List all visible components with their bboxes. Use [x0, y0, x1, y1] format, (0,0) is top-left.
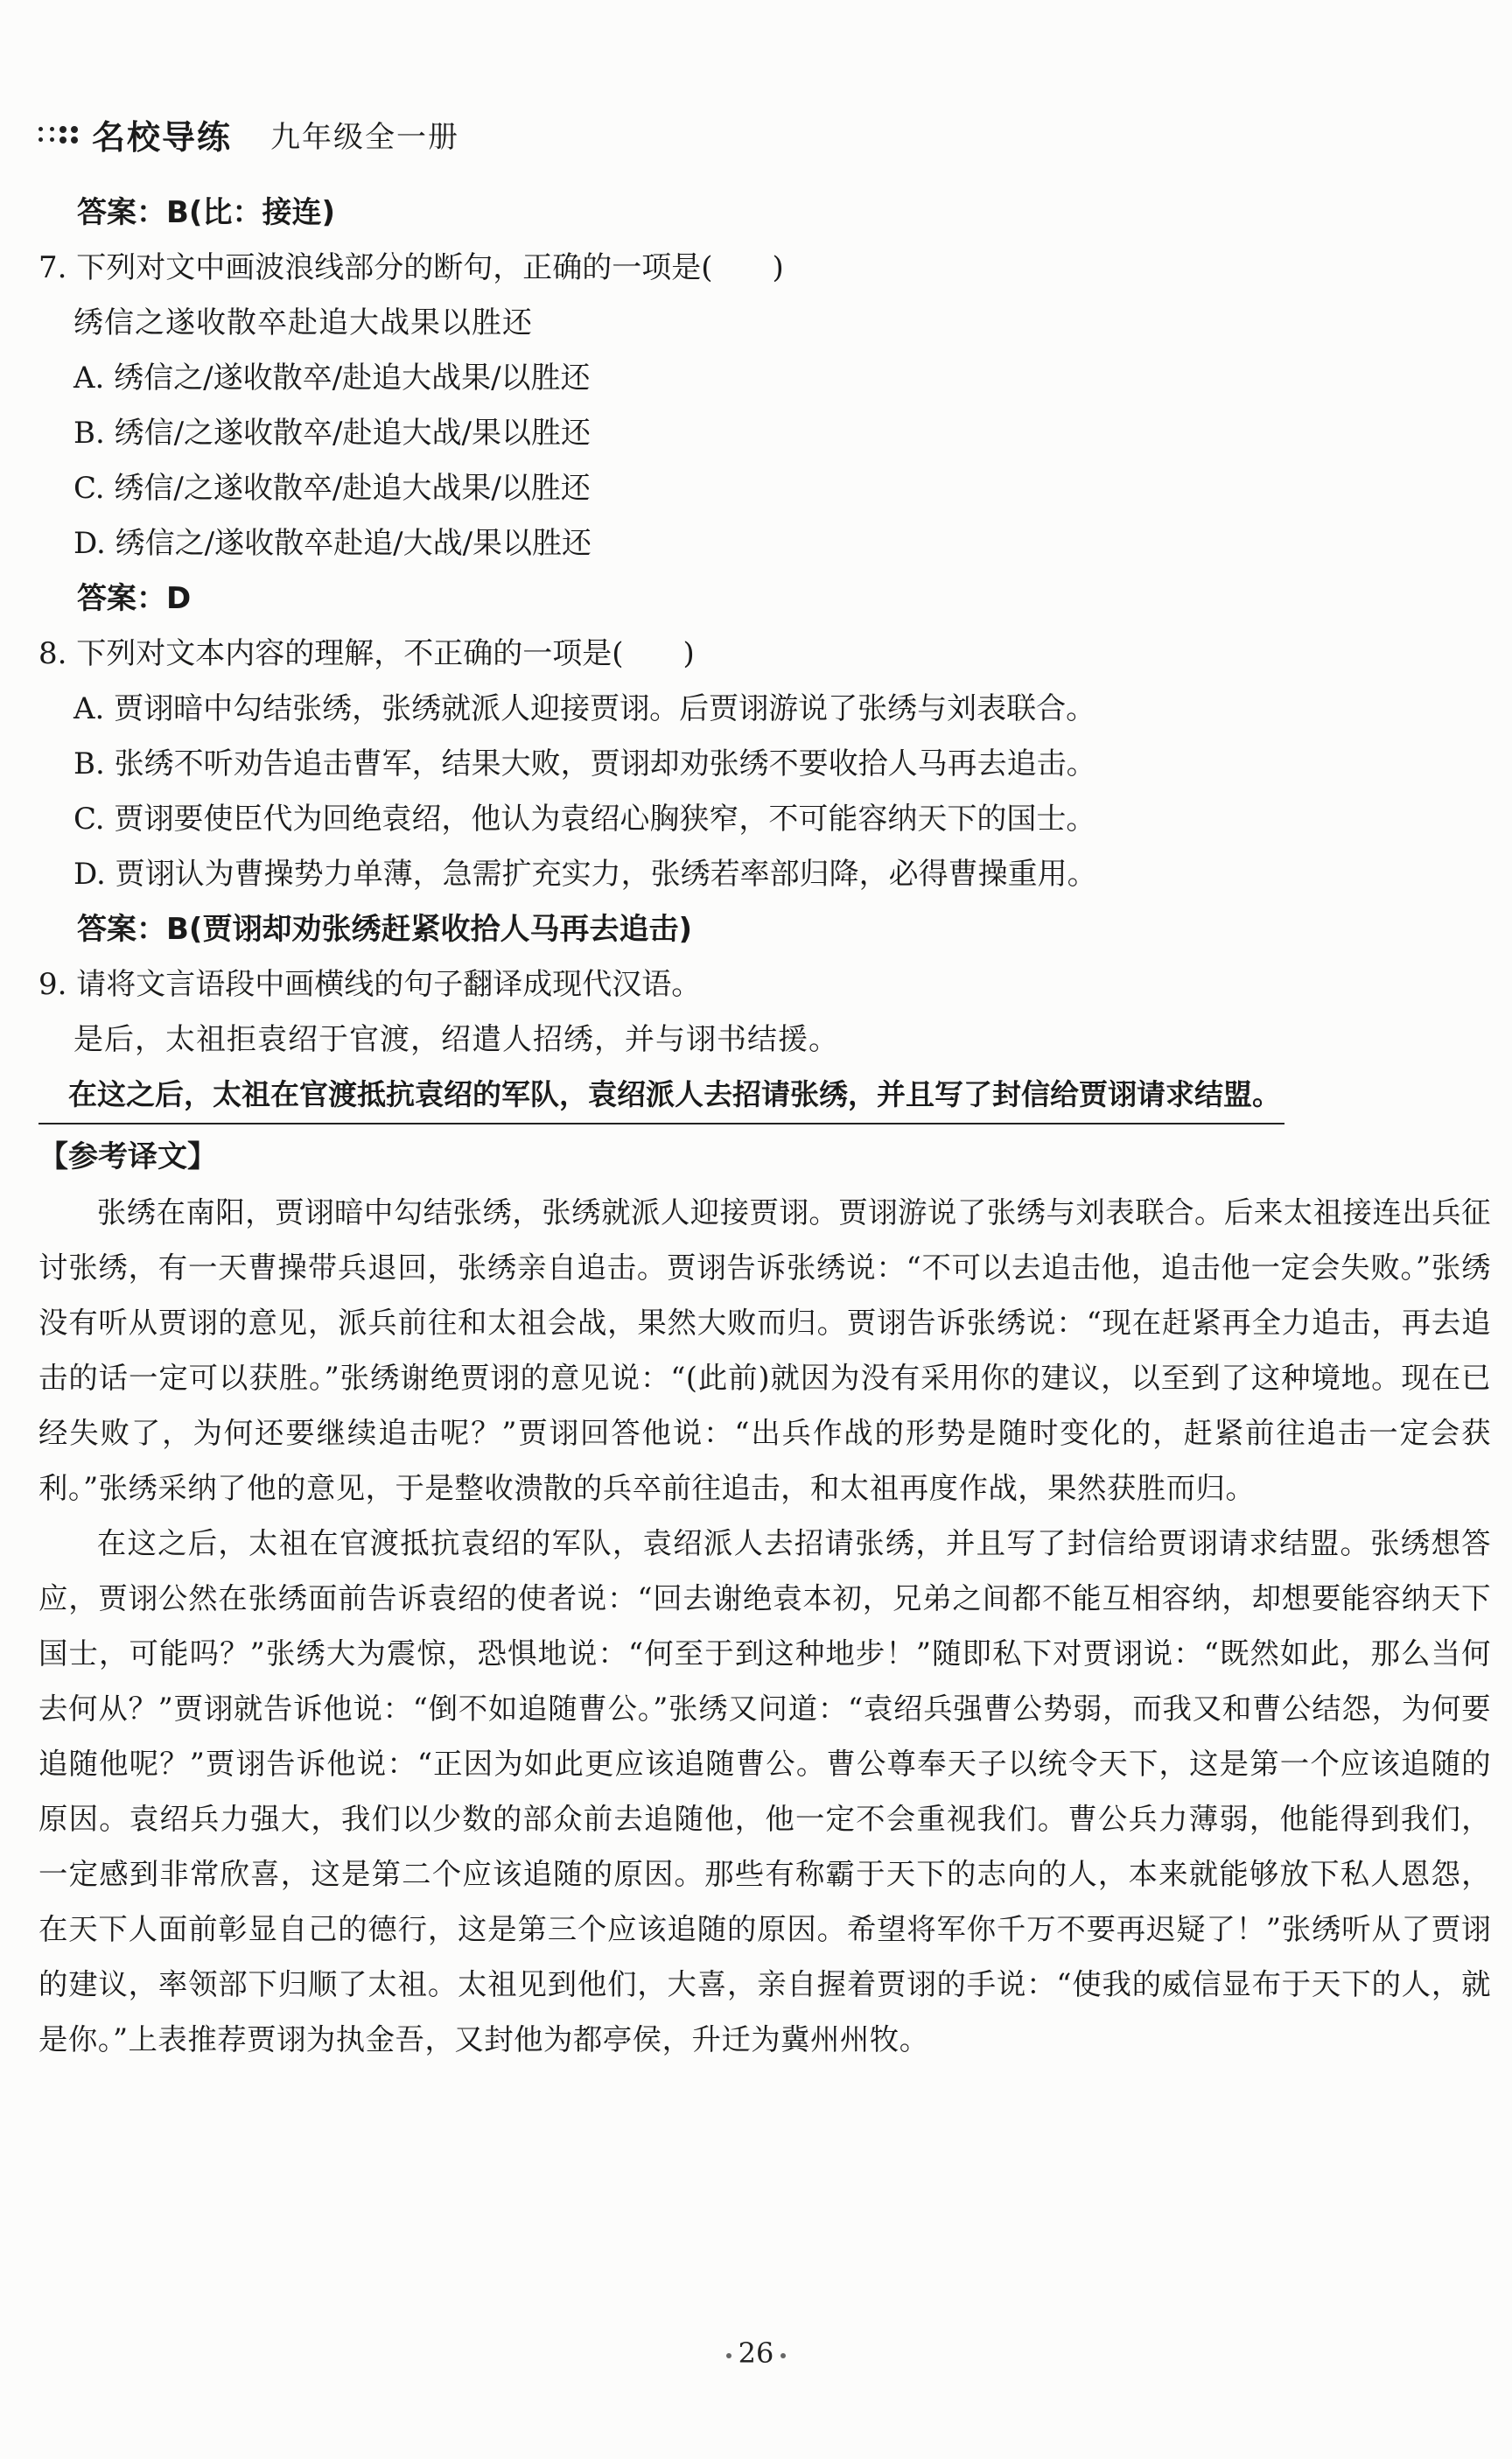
book-title: 九年级全一册 — [270, 120, 460, 155]
question-8-option-a: A. 贾诩暗中勾结张绣，张绣就派人迎接贾诩。后贾诩游说了张绣与刘表联合。 — [74, 691, 1096, 726]
question-8-option-c: C. 贾诩要使臣代为回绝袁绍，他认为袁绍心胸狭窄，不可能容纳天下的国士。 — [74, 802, 1096, 837]
series-brand: 名校导练 — [92, 118, 233, 157]
page-number — [0, 2336, 1512, 2370]
question-7-option-c: C. 绣信/之遂收散卒/赴追大战果/以胜还 — [74, 471, 591, 506]
page-number-text: 26 — [738, 2336, 774, 2370]
reference-title: 【参考译文】 — [38, 1139, 217, 1174]
question-8-option-d: D. 贾诩认为曹操势力单薄，急需扩充实力，张绣若率部归降，必得曹操重用。 — [74, 857, 1097, 892]
question-7-text: 绣信之遂收散卒赴追大战果以胜还 — [74, 305, 533, 340]
main-content — [38, 186, 1491, 2067]
question-8-option-b: B. 张绣不听劝告追击曹军，结果大败，贾诩却劝张绣不要收拾人马再去追击。 — [74, 746, 1096, 781]
question-7-option-b: B. 绣信/之遂收散卒/赴追大战/果以胜还 — [74, 416, 591, 451]
answer-9: 在这之后，太祖在官渡抵抗袁绍的军队，袁绍派人去招请张绣，并且写了封信给贾诩请求结盟。 — [38, 1070, 1284, 1124]
answer-8: 答案：B(贾诩却劝张绣赶紧收拾人马再去追击) — [77, 912, 692, 947]
question-7-option-d: D. 绣信之/遂收散卒赴追/大战/果以胜还 — [74, 526, 592, 561]
reference-paragraph-2: 在这之后，太祖在官渡抵抗袁绍的军队，袁绍派人去招请张绣，并且写了封信给贾诩请求结盟。张绣想答应，贾诩公然在张绣面前告诉袁绍的使者说：“回去谢绝袁本初，兄弟之间都不能互相容纳，却想要能容纳天下国士，可能吗？”张绣大为震惊，恐惧地说：“何至于到这种地步！”随即私下对贾诩说：“既然如此，那么当何去何从？”贾诩就告诉他说：“倒不如追随曹公。”张绣又问道：“袁绍兵强曹公势弱，而我又和曹公结怨，为何要追随他呢？”贾诩告诉他说：“正因为如此更应该追随曹公。曹公尊奉天子以统令天下，这是第一个应该追随的原因。袁绍兵力强大，我们以少数的部众前去追随他，他一定不会重视我们。曹公兵力薄弱，他能得到我们，一定感到非常欣喜，这是第二个应该追随的原因。那些有称霸于天下的志向的人，本来就能够放下私人恩怨，在天下人面前彰显自己的德行，这是第三个应该追随的原因。希望将军你千万不要再迟疑了！”张绣听从了贾诩的建议，率领部下归顺了太祖。太祖见到他们，大喜，亲自握着贾诩的手说：“使我的威信显布于天下的人，就是你。”上表推荐贾诩为执金吾，又封他为都亭侯，升迁为冀州州牧。 — [38, 1526, 1491, 2056]
reference-paragraph-1: 张绣在南阳，贾诩暗中勾结张绣，张绣就派人迎接贾诩。贾诩游说了张绣与刘表联合。后来太祖接连出兵征讨张绣，有一天曹操带兵退回，张绣亲自追击。贾诩告诉张绣说：“不可以去追击他，追击他一定会失败。”张绣没有听从贾诩的意见，派兵前往和太祖会战，果然大败而归。贾诩告诉张绣说：“现在赶紧再全力追击，再去追击的话一定可以获胜。”张绣谢绝贾诩的意见说：“(此前)就因为没有采用你的建议，以至到了这种境地。现在已经失败了，为何还要继续追击呢？”贾诩回答他说：“出兵作战的形势是随时变化的，赶紧前往追击一定会获利。”张绣采纳了他的意见，于是整收溃散的兵卒前往追击，和太祖再度作战，果然获胜而归。 — [38, 1195, 1491, 1505]
question-9: 9. 请将文言语段中画横线的句子翻译成现代汉语。 — [38, 967, 702, 1002]
answer-6: 答案：B(比：接连) — [77, 195, 335, 230]
dots-icon — [37, 125, 80, 144]
question-7-option-a: A. 绣信之/遂收散卒/赴追大战果/以胜还 — [74, 361, 591, 396]
page-header — [37, 110, 459, 158]
question-9-text: 是后，太祖拒袁绍于官渡，绍遣人招绣，并与诩书结援。 — [74, 1022, 839, 1057]
question-8: 8. 下列对文本内容的理解，不正确的一项是( ) — [38, 636, 695, 671]
answer-7: 答案：D — [77, 581, 192, 616]
question-7: 7. 下列对文中画波浪线部分的断句，正确的一项是( ) — [38, 250, 784, 285]
